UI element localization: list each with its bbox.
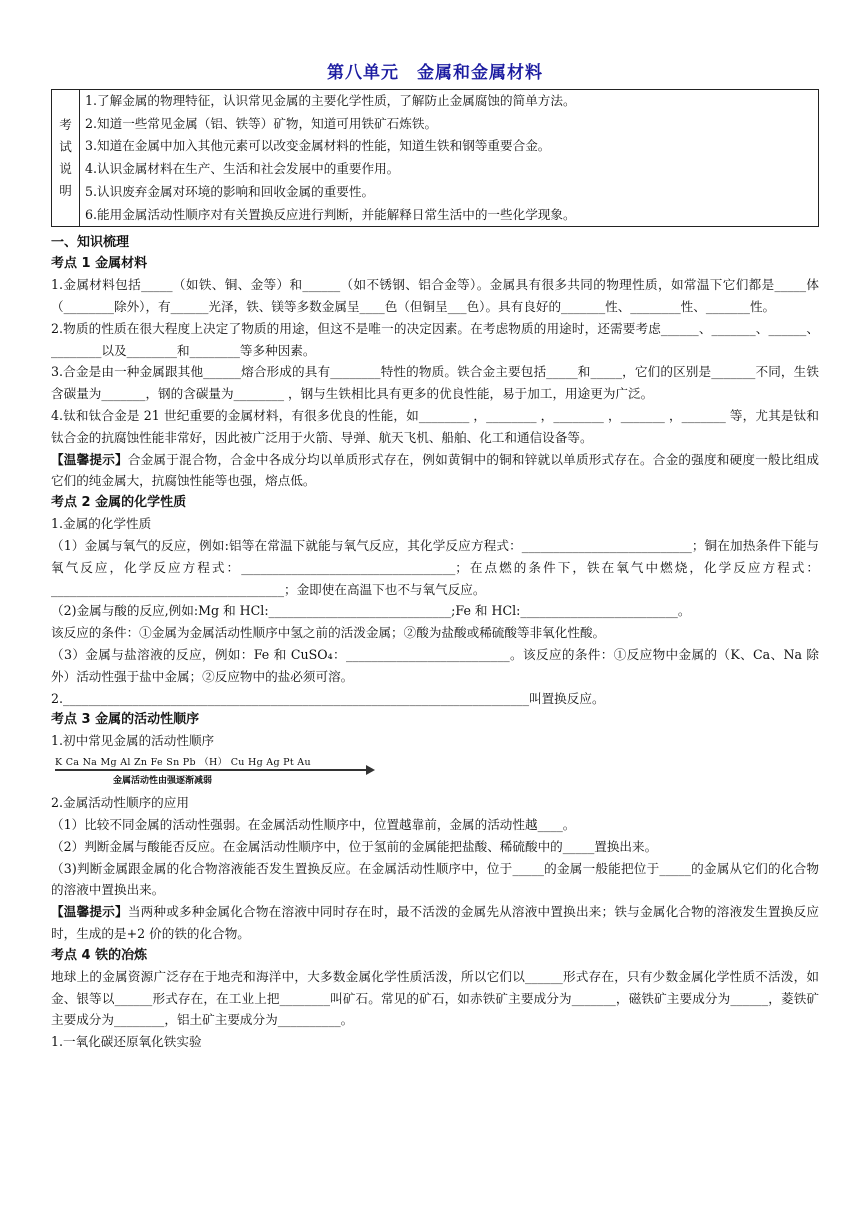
k1-paragraph-4: 4.钛和钛合金是 21 世纪重要的金属材料，有很多优良的性能，如________ ，________ ，________ ，_______ ，_______ 等，尤其是钛和钛合金的抗腐蚀性能非常好，因此被广泛用于火箭、导弹、航天飞机、船舶、化工和通信设备等。	[51, 408, 819, 445]
k3-subheading: 1.初中常见金属的活动性顺序	[51, 733, 215, 749]
arrow-head-icon	[366, 765, 375, 775]
arrow-caption: 金属活动性由强逐渐减弱	[113, 776, 213, 787]
section-heading: 一、知识梳理	[51, 235, 130, 251]
k1-paragraph-1: 1.金属材料包括_____（如铁、铜、金等）和______（如不锈钢、铝合金等）。金属具有很多共同的物理性质，如常温下它们都是_____体（________除外），有______光泽，铁、镁等多数金属呈____色（但铜呈___色）。具有良好的_______性、________性、_______性。	[51, 277, 819, 315]
document-page	[51, 58, 819, 1053]
activity-series-diagram	[55, 754, 375, 790]
kaodian-3-heading: 考点 3 金属的活动性顺序	[51, 712, 200, 728]
arrow-line	[55, 769, 367, 771]
kaodian-1-heading: 考点 1 金属材料	[51, 256, 148, 272]
exam-item: 5.认识废弃金属对环境的影响和回收金属的重要性。	[85, 183, 375, 199]
k4-paragraph-1: 地球上的金属资源广泛存在于地壳和海洋中，大多数金属化学性质活泼，所以它们以______形式存在，只有少数金属化学性质不活泼，如金、银等以______形式存在，在工业上把________叫矿石。常见的矿石，如赤铁矿主要成分为_______，磁铁矿主要成分为______，菱铁矿主要成分为________，铝土矿主要成分为__________。	[51, 968, 819, 1028]
k2-paragraph-4: （3）金属与盐溶液的反应，例如：Fe 和 CuSO₄：__________________________。该反应的条件：①反应物中金属的（K、Ca、Na 除外）活动性强于盐中金属；②反应物中的盐必须可溶。	[51, 646, 819, 684]
k4-subheading: 1.一氧化碳还原氧化铁实验	[51, 1034, 202, 1050]
exam-side-label: 考 试 说 明	[52, 90, 80, 227]
k2-paragraph-5: 2.__________________________________________________________________________叫置换反应。	[51, 690, 605, 706]
k1-paragraph-3: 3.合金是由一种金属跟其他______熔合形成的具有________特性的物质。铁合金主要包括_____和_____，它们的区别是_______不同，生铁含碳量为_______，钢的含碳量为________ ，钢与生铁相比具有更多的优良性能，易于加工，用途更为广泛。	[51, 364, 819, 402]
metal-sequence: K Ca Na Mg Al Zn Fe Sn Pb （H） Cu Hg Ag Pt Au	[55, 757, 311, 769]
kaodian-4-heading: 考点 4 铁的冶炼	[51, 947, 148, 963]
exam-item: 6.能用金属活动性顺序对有关置换反应进行判断，并能解释日常生活中的一些化学现象。	[85, 206, 576, 222]
exam-item: 3.知道在金属中加入其他元素可以改变金属材料的性能，知道生铁和钢等重要合金。	[85, 138, 551, 154]
exam-requirements-table	[51, 89, 819, 227]
k1-tip: 【温馨提示】合金属于混合物，合金中各成分均以单质形式存在，例如黄铜中的铜和锌就以单质形式存在。合金的强度和硬度一般比组成它们的纯金属大，抗腐蚀性能等也强，熔点低。	[51, 451, 820, 489]
page-title: 第八单元 金属和金属材料	[327, 63, 543, 83]
k2-subheading: 1.金属的化学性质	[51, 516, 152, 532]
exam-item: 2.知道一些常见金属（铝、铁等）矿物，知道可用铁矿石炼铁。	[85, 115, 438, 131]
k3-tip: 【温馨提示】当两种或多种金属化合物在溶液中同时存在时，最不活泼的金属先从溶液中置换出来；铁与金属化合物的溶液发生置换反应时，生成的是+2 价的铁的化合物。	[51, 904, 820, 941]
k3-paragraph-2: （2）判断金属与酸能否反应。在金属活动性顺序中，位于氢前的金属能把盐酸、稀硫酸中的_____置换出来。	[51, 838, 658, 854]
k3-paragraph-3: （3)判断金属跟金属的化合物溶液能否发生置换反应。在金属活动性顺序中，位于_____的金属一般能把位于_____的金属从它们的化合物的溶液中置换出来。	[51, 860, 819, 898]
kaodian-2-heading: 考点 2 金属的化学性质	[51, 495, 187, 511]
exam-items	[80, 90, 819, 227]
k3-subheading-2: 2.金属活动性顺序的应用	[51, 795, 189, 811]
exam-item: 4.认识金属材料在生产、生活和社会发展中的重要作用。	[85, 161, 400, 177]
exam-item: 1.了解金属的物理特征，认识常见金属的主要化学性质，了解防止金属腐蚀的简单方法。	[85, 93, 576, 108]
k1-paragraph-2: 2.物质的性质在很大程度上决定了物质的用途，但这不是唯一的决定因素。在考虑物质的用途时，还需要考虑______、_______、______、________以及________和________等多种因素。	[51, 320, 819, 358]
k2-paragraph-1: （1）金属与氧气的反应，例如:铝等在常温下就能与氧气反应，其化学反应方程式：___________________________；铜在加热条件下能与氧气反应，化学反应方程式：__________________________________；在点燃的条件下，铁在氧气中燃烧，化学反应方程式：_____________________________________；金即使在高温下也不与氧气反应。	[51, 537, 819, 597]
k2-paragraph-2: （2)金属与酸的反应,例如:Mg 和 HCl:_____________________________;Fe 和 HCl:_________________________。	[51, 603, 691, 619]
k2-paragraph-3: 该反应的条件：①金属为金属活动性顺序中氢之前的活泼金属；②酸为盐酸或稀硫酸等非氧化性酸。	[51, 625, 606, 641]
k3-paragraph-1: （1）比较不同金属的活动性强弱。在金属活动性顺序中，位置越靠前，金属的活动性越____。	[51, 816, 576, 832]
